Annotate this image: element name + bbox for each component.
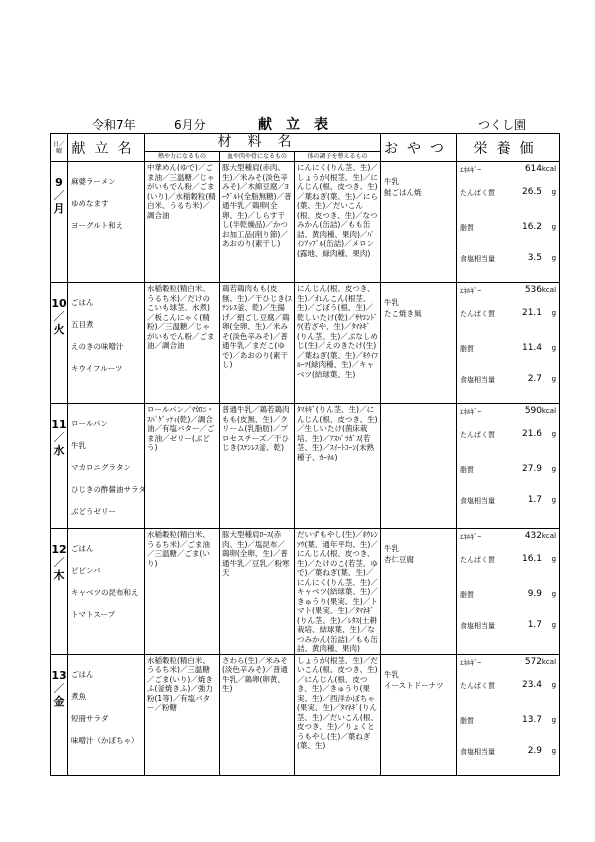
menu-item: ごはん [71,669,94,679]
salt-unit: g [551,496,557,504]
energy-label: ｴﾈﾙｷﾞｰ [460,166,482,174]
date-separator: ／ [53,681,65,695]
fat-unit: g [551,344,557,352]
day-of-week: 金 [53,694,65,708]
day-of-week: 火 [53,323,65,336]
fat-unit: g [551,465,557,473]
fat-label: 脂質 [460,466,475,474]
protein-unit: g [551,188,557,196]
protein-unit: g [551,309,557,317]
salt-value: 2.7 [527,374,543,384]
day-number: 13 [51,668,67,682]
yellow-ingredients: 中華めん(ゆで)／ごま油／三温糖／じゃがいもでん粉／ごま(いり)／水稲穀粒(精白米、うるち米)／調合油 [145,162,220,283]
day-number: 12 [51,543,67,556]
snack-cell: 牛乳 杏仁豆腐 [381,529,457,655]
day-number: 10 [51,297,67,310]
salt-label: 食塩相当量 [460,622,496,630]
energy-value: 572 [524,656,543,667]
energy-unit: kcal [541,532,557,540]
nutrition-cell [457,654,560,775]
menu-cell [68,529,145,655]
energy-value: 432 [524,531,543,541]
menu-item: 牛乳 [71,441,86,450]
energy-label: ｴﾈﾙｷﾞｰ [460,533,482,541]
nutrition-cell [457,529,560,655]
fat-label: 脂質 [460,224,475,232]
day-of-week: 水 [53,444,65,457]
fat-label: 脂質 [460,591,475,599]
date-separator: ／ [53,310,65,323]
fat-value: 27.9 [521,464,543,474]
page-title: 献立表 [258,117,342,133]
fat-unit: g [551,715,557,724]
yellow-ingredients: 水稲穀粒(精白米、うるち米)／三温糖／ごま(いり)／焼きふ(釜焼きふ)／強力粉(1等)／有塩バター／粉糖 [145,654,220,775]
yellow-group-header: 熱や力になるもの [145,152,220,162]
protein-value: 21.6 [521,429,543,439]
menu-item: ビビンバ [71,566,101,575]
salt-value: 3.5 [527,253,543,263]
protein-label: たんぱく質 [460,310,496,318]
yellow-ingredients: 水稲穀粒(精白米、うるち米)／だけのこいも球茎、水煮)／板こんにゃく(精粉)／三温糖／じゃがいもでん粉／ごま油／調合油 [145,283,220,404]
red-ingredients: 普通牛乳／鶏若鶏肉もも(皮無、生)／クリーム(乳脂肪)／プロセスチーズ／干ひじき(ｽﾃﾝﾚｽ釜、乾) [220,404,295,529]
menu-cell [68,283,145,404]
menu-item: ロールパン [71,419,108,428]
salt-value: 1.7 [527,620,543,630]
snack-cell: 牛乳 たこ焼き風 [381,283,457,404]
protein-value: 23.4 [521,679,543,690]
day-row [51,404,560,529]
date-cell [51,283,68,404]
snack-header: おやつ [381,134,457,162]
date-header: 日／曜 [51,134,68,162]
fat-value: 11.4 [521,343,543,353]
protein-unit: g [551,555,557,563]
menu-item: ひじきの酢醤油サラダ [71,485,146,494]
nutrition-cell [457,283,560,404]
date-cell [51,529,68,655]
protein-unit: g [551,430,557,438]
protein-unit: g [551,680,557,689]
yellow-ingredients: ロールパン／ﾏｶﾛﾆ・ｽﾊﾟｹﾞｯﾃｨ(乾)／調合油／有塩バター／ごま油／ゼリー(ぶどう) [145,404,220,529]
menu-item: 短冊サラダ [71,713,109,723]
red-ingredients: 豚大型種肩ﾛｰｽ(赤肉、生)／塩昆布／鶏卵(全卵、生)／普通牛乳／豆乳／粉寒天 [220,529,295,655]
menu-item: 麻婆ラーメン [71,177,116,186]
red-ingredients: 鶏若鶏肉もも(皮無、生)／干ひじき(ｽﾃﾝﾚｽ釜、乾)／生揚げ／絹ごし豆腐／鶏卵(全卵、生)／米みそ(淡色辛みそ)／普通牛乳／まだこ(ゆで)／あおのり(素干し) [220,283,295,404]
salt-label: 食塩相当量 [460,255,496,263]
menu-item: トマトスープ [71,610,116,619]
salt-unit: g [551,375,557,383]
salt-unit: g [551,746,557,755]
energy-unit: kcal [541,286,557,294]
facility-name: つくし園 [478,118,527,132]
date-separator: ／ [53,189,65,202]
menu-table [50,133,560,776]
fat-value: 16.2 [521,222,543,232]
nutrition-cell [457,162,560,283]
day-of-week: 木 [53,569,65,582]
protein-value: 16.1 [521,554,543,564]
red-group-header: 血や肉や骨になるもの [220,152,295,162]
green-ingredients: ﾀﾏﾈｷﾞ(りん茎、生)／にんじん(根、皮つき、生)／生しいたけ(菌床栽培、生)／ｱｽﾊﾟﾗｶﾞｽ(若茎、生)／ｽｲｰﾄｺｰﾝ(未熟種子、ｶｰﾈﾙ) [295,404,381,529]
day-number: 9 [55,176,63,189]
day-of-week: 月 [53,202,65,215]
energy-label: ｴﾈﾙｷﾞｰ [460,408,482,416]
green-ingredients: にんにく(りん茎、生)／しょうが(根茎、生)／にんじん(根、皮つき、生)／葉ねぎ(葉、生)／にら(葉、生)／だいこん(根、皮つき、生)／なつみかん(缶詰)／もも缶詰、黄肉種、果肉)／ﾊﾟｲﾝｱｯﾌﾟﾙ(缶詰)／メロン(露地、緑肉種、果肉) [295,162,381,283]
energy-label: ｴﾈﾙｷﾞｰ [460,287,482,295]
protein-label: たんぱく質 [460,431,496,439]
menu-cell [68,404,145,529]
fat-label: 脂質 [460,716,475,725]
fat-value: 9.9 [527,589,543,599]
fat-unit: g [551,223,557,231]
protein-label: たんぱく質 [460,556,496,564]
date-cell [51,654,68,775]
energy-value: 536 [524,285,543,295]
green-group-header: 体の調子を整えるもの [295,152,381,162]
menu-item: ごはん [71,298,94,307]
menu-item: えのきの味噌汁 [71,342,124,351]
protein-value: 26.5 [521,187,543,197]
date-cell [51,404,68,529]
protein-label: たんぱく質 [460,189,496,197]
energy-label: ｴﾈﾙｷﾞｰ [460,658,482,667]
red-ingredients: さわら(生)／米みそ(淡色辛みそ)／普通牛乳／鶏卵(卵黄、生) [220,654,295,775]
energy-unit: kcal [541,165,557,173]
menu-item: 五目煮 [71,320,94,329]
menu-item: キャベツの昆布和え [71,588,139,597]
ingredients-header: 材料名 [145,134,381,152]
energy-unit: kcal [541,407,557,415]
menu-item: ごはん [71,544,94,553]
energy-value: 614 [524,164,543,174]
salt-label: 食塩相当量 [460,747,496,756]
nutrition-header: 栄養価 [457,134,560,162]
nutrition-cell [457,404,560,529]
date-separator: ／ [53,431,65,444]
fat-value: 13.7 [521,714,543,725]
date-separator: ／ [53,556,65,569]
menu-item: 煮魚 [71,691,86,701]
green-ingredients: しょうが(根茎、生)／だいこん(根、皮つき、生)／にんじん(根、皮つき、生)／きゅうり(果実、生)／西洋かぼちゃ(果実、生)／ﾀﾏﾈｷﾞ(りん茎、生)／だいこん(根、皮つき、生)／りょくとうもやし(生)／葉ねぎ(葉、生) [295,654,381,775]
salt-label: 食塩相当量 [460,376,496,384]
salt-value: 2.9 [527,745,543,756]
salt-value: 1.7 [527,495,543,505]
menu-item: マカロニグラタン [71,463,131,472]
red-ingredients: 豚大型種肩(赤肉、生)／米みそ(淡色辛みそ)／木綿豆腐／ﾖｰｸﾞﾙﾄ(全脂無糖)／普通牛乳／鶏卵(全卵、生)／しらす干し(半乾燥品)／かつお加工品(削り節)／あおのり(素干し) [220,162,295,283]
day-row [51,529,560,655]
menu-item: ゆめなます [71,199,109,208]
green-ingredients: だいずもやし(生)／ﾎｳﾚﾝｿｳ(葉、通年平均、生)／にんじん(根、皮つき、生)／たけのこ(若茎、ゆで)／葉ねぎ(葉、生)／にんにく(りん茎、生)／キャベツ(結球葉、生)／きゅうり(果実、生)／トマト(果実、生)／ﾀﾏﾈｷﾞ(りん茎、生)／ﾚﾀｽ(土耕栽培、結球葉、生)／なつみかん(缶詰)／もも缶詰、黄肉種、果肉) [295,529,381,655]
menu-item: ぶどうゼリー [71,507,116,516]
menu-item: 味噌汁（かぼちゃ） [71,735,139,745]
snack-cell [381,404,457,529]
day-number: 11 [51,418,67,431]
menu-header: 献立名 [68,134,145,162]
menu-cell [68,162,145,283]
menu-item: キウイフルーツ [71,364,123,373]
snack-cell: 牛乳 鮭ごはん焼 [381,162,457,283]
menu-item: ヨーグルト和え [71,221,124,230]
era-label: 令和7年 [92,118,136,132]
protein-value: 21.1 [521,308,543,318]
fat-label: 脂質 [460,345,475,353]
salt-label: 食塩相当量 [460,497,496,505]
energy-value: 590 [524,406,543,416]
day-row [51,283,560,404]
date-cell [51,162,68,283]
yellow-ingredients: 水稲穀粒(精白米、うるち米)／ごま油／三温糖／ごま(いり) [145,529,220,655]
day-row [51,654,560,775]
month-label: 6月分 [174,118,206,132]
protein-label: たんぱく質 [460,681,496,690]
fat-unit: g [551,590,557,598]
energy-unit: kcal [541,657,557,666]
salt-unit: g [551,254,557,262]
green-ingredients: にんじん(根、皮つき、生)／れんこん(根茎、生)／ごぼう(根、生)／乾しいたけ(乾)／ｻﾔｴﾝﾄﾞｳ(若ざや、生)／ﾀﾏﾈｷﾞ(りん茎、生)／ぶなしめじ(生)／えのきたけ(生)／葉ねぎ(葉、生)／ｷｳｲﾌﾙｰﾂ(緑肉種、生)／キャベツ(結球葉、生) [295,283,381,404]
menu-cell [68,654,145,775]
day-row [51,162,560,283]
snack-cell: 牛乳 イーストドーナツ [381,654,457,775]
salt-unit: g [551,621,557,629]
